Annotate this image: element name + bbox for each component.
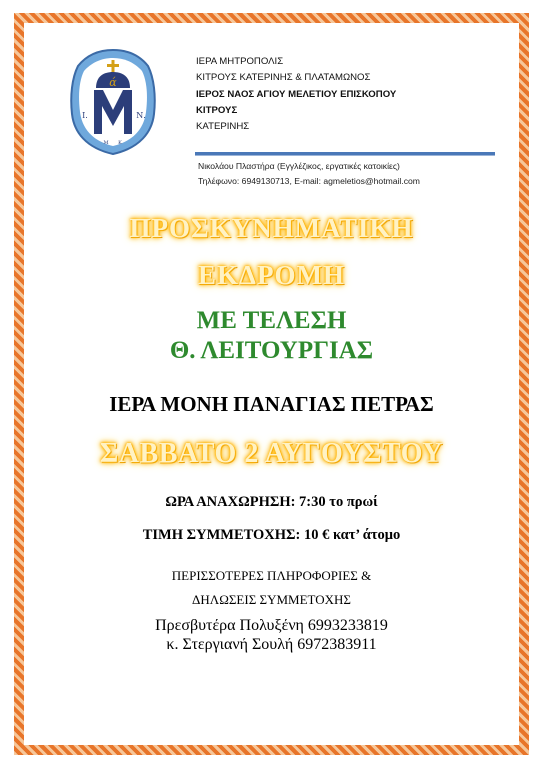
contact-person-2: κ. Στεργιανή Σουλή 6972383911 bbox=[166, 636, 377, 653]
event-title-line1: ΠΡΟΣΚΥΝΗΜΑΤΙΚΗ bbox=[129, 213, 414, 243]
logo-letter-bottom-right: Κ bbox=[118, 140, 122, 146]
church-emblem-logo bbox=[68, 48, 158, 156]
header-metropolis: ΙΕΡΑ ΜΗΤΡΟΠΟΛΙΣ bbox=[196, 56, 284, 67]
header-divider bbox=[195, 152, 495, 156]
event-subtitle-line1: ΜΕ ΤΕΛΕΣΗ bbox=[196, 307, 347, 334]
header-church-name: ΙΕΡΟΣ ΝΑΟΣ ΑΓΙΟΥ ΜΕΛΕΤΙΟΥ ΕΠΙΣΚΟΠΟΥ bbox=[196, 88, 397, 100]
event-destination: ΙΕΡΑ ΜΟΝΗ ΠΑΝΑΓΙΑΣ ΠΕΤΡΑΣ bbox=[109, 392, 434, 416]
header-city: ΚΑΤΕΡΙΝΗΣ bbox=[196, 121, 250, 133]
event-price: ΤΙΜΗ ΣΥΜΜΕΤΟΧΗΣ: 10 € κατ’ άτομο bbox=[142, 527, 401, 543]
church-header bbox=[196, 54, 496, 135]
event-departure-time: ΩΡΑ ΑΝΑΧΩΡΗΣΗ: 7:30 το πρωί bbox=[165, 494, 378, 510]
logo-letter-bottom-left: Μ bbox=[103, 140, 109, 146]
header-diocese: ΚΙΤΡΟΥΣ ΚΑΤΕΡΙΝΗΣ & ΠΛΑΤΑΜΩΝΟΣ bbox=[196, 72, 371, 84]
logo-letter-top: ά bbox=[109, 76, 117, 89]
info-heading-line2: ΔΗΛΩΣΕΙΣ ΣΥΜΜΕΤΟΧΗΣ bbox=[192, 592, 351, 607]
logo-letter-right: Ν. bbox=[136, 111, 146, 120]
event-date: ΣΑΒΒΑΤΟ 2 ΑΥΓΟΥΣΤΟΥ bbox=[100, 438, 443, 469]
info-heading-line1: ΠΕΡΙΣΣΟΤΕΡΕΣ ΠΛΗΡΟΦΟΡΙΕΣ & bbox=[171, 568, 372, 583]
contact-person-1: Πρεσβυτέρα Πολυξένη 6993233819 bbox=[155, 617, 388, 634]
event-subtitle-line2: Θ. ΛΕΙΤΟΥΡΓΙΑΣ bbox=[169, 337, 374, 364]
header-church-name-cont: ΚΙΤΡΟΥΣ bbox=[196, 104, 238, 116]
contact-phone-email: Τηλέφωνο: 6949130713, E-mail: agmeletios@hotmail.com bbox=[198, 176, 420, 186]
contact-address: Νικολάου Πλαστήρα (Εγγλέζικος, εργατικές κατοικίες) bbox=[198, 161, 400, 171]
logo-letter-left: Ι. bbox=[82, 111, 88, 120]
event-title-line2: ΕΚΔΡΟΜΗ bbox=[198, 260, 345, 290]
church-contact bbox=[198, 159, 498, 189]
